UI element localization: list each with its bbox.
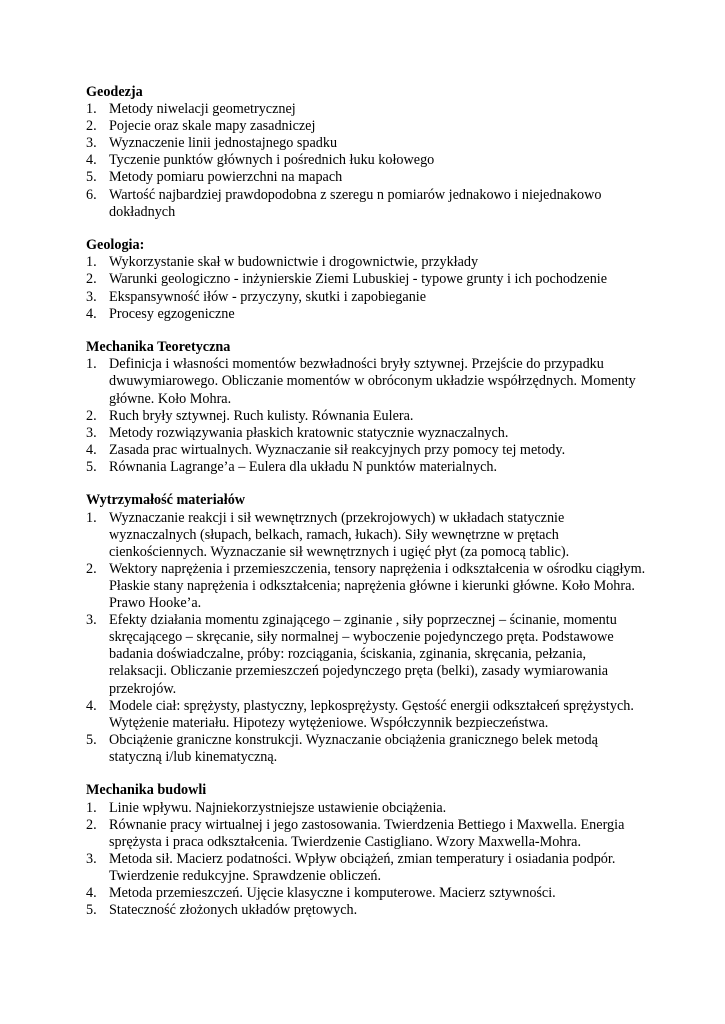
item-number: 4. [86,305,97,322]
list-item [86,612,646,697]
list-item [86,698,646,732]
item-text: Definicja i własności momentów bezwładności bryły sztywnej. Przejście do przypadku dwuwymiarowego. Obliczanie momentów w obróconym układzie współrzędnych. Momenty główne. Koło Mohra. [109,356,636,407]
list-item [86,135,646,152]
item-text: Wyznaczanie reakcji i sił wewnętrznych (przekrojowych) w układach statycznie wyznaczalnych (słupach, belkach, ramach, łukach). Siły wewnętrzne w prętach cienkościennych. Wyznaczanie sił wewnętrznych i ugięć płyt (za pomocą tablic). [109,509,570,560]
item-text: Metody niwelacji geometrycznej [109,101,296,118]
item-text: Metoda sił. Macierz podatności. Wpływ obciążeń, zmian temperatury i osiadania podpór. Twierdzenie redukcyjne. Sprawdzenie obliczeń. [109,850,616,884]
section-heading: Mechanika budowli [86,782,207,799]
topic-list [86,101,646,221]
item-text: Metody pomiaru powierzchni na mapach [109,169,343,186]
list-item [86,851,646,885]
item-number: 2. [86,407,97,424]
section-wytrzymalosc-materialow [86,492,646,766]
item-number: 4. [86,441,97,458]
topic-list [86,800,646,920]
item-number: 1. [86,101,97,118]
list-item [86,271,646,288]
section-heading: Geodezja [86,84,143,100]
list-item [86,254,646,271]
item-number: 3. [86,135,97,152]
item-number: 1. [86,254,97,271]
item-number: 6. [86,186,97,203]
list-item [86,800,646,817]
item-text: Metoda przemieszczeń. Ujęcie klasyczne i komputerowe. Macierz sztywności. [109,885,556,902]
item-text: Równania Lagrange’a – Eulera dla układu N punktów materialnych. [109,458,498,475]
list-item [86,442,646,459]
topic-list [86,254,646,322]
item-number: 2. [86,118,97,135]
item-text: Warunki geologiczno - inżynierskie Ziemi Lubuskiej - typowe grunty i ich pochodzenie [109,271,608,288]
item-number: 5. [86,458,97,475]
item-number: 2. [86,816,97,833]
section-mechanika-budowli [86,782,646,919]
section-heading: Mechanika Teoretyczna [86,339,231,356]
list-item [86,817,646,851]
item-text: Ruch bryły sztywnej. Ruch kulisty. Równania Eulera. [109,407,414,424]
section-geodezja [86,84,646,221]
list-item [86,306,646,323]
document-page [86,84,646,936]
item-text: Wykorzystanie skał w budownictwie i drogownictwie, przykłady [109,254,479,271]
list-item [86,561,646,612]
topic-list [86,356,646,476]
item-text: Obciążenie graniczne konstrukcji. Wyznaczanie obciążenia granicznego belek metodą statyczną i/lub kinematyczną. [109,731,598,765]
section-heading: Wytrzymałość materiałów [86,492,246,509]
item-text: Modele ciał: sprężysty, plastyczny, lepkosprężysty. Gęstość energii odkształceń sprężystych. Wytężenie materiału. Hipotezy wytężeniowe. Współczynnik bezpieczeństwa. [109,697,634,731]
list-item [86,408,646,425]
item-text: Stateczność złożonych układów prętowych. [109,902,358,919]
list-item [86,187,646,221]
item-text: Wektory naprężenia i przemieszczenia, tensory naprężenia i odkształcenia w ośrodku ciągłym. Płaskie stany naprężenia i odkształcenia; naprężenia główne i kierunki główne. Koło Mohra. Prawo Hooke’a. [109,560,646,612]
item-text: Pojecie oraz skale mapy zasadniczej [109,118,316,135]
item-text: Ekspansywność iłów - przyczyny, skutki i zapobieganie [109,288,427,305]
section-geologia [86,237,646,322]
item-text: Metody rozwiązywania płaskich kratownic statycznie wyznaczalnych. [109,424,509,441]
item-text: Wartość najbardziej prawdopodobna z szeregu n pomiarów jednakowo i niejednakowo dokładnych [109,186,602,220]
item-number: 4. [86,697,97,714]
item-text: Zasada prac wirtualnych. Wyznaczanie sił reakcyjnych przy pomocy tej metody. [109,441,566,458]
item-number: 1. [86,799,97,816]
item-number: 1. [86,356,97,373]
item-number: 1. [86,509,97,526]
list-item [86,356,646,407]
item-text: Równanie pracy wirtualnej i jego zastosowania. Twierdzenia Bettiego i Maxwella. Energia sprężysta i praca odkształcenia. Twierdzenie Castigliano. Wzory Maxwella-Mohra. [109,816,625,850]
item-number: 4. [86,152,97,169]
item-number: 3. [86,424,97,441]
item-number: 2. [86,271,97,288]
item-number: 5. [86,169,97,186]
list-item [86,902,646,919]
list-item [86,732,646,766]
list-item [86,152,646,169]
list-item [86,289,646,306]
item-number: 2. [86,560,97,577]
item-number: 5. [86,902,97,919]
item-text: Linie wpływu. Najniekorzystniejsze ustawienie obciążenia. [109,799,447,816]
item-number: 5. [86,731,97,748]
topic-list [86,510,646,766]
section-mechanika-teoretyczna [86,339,646,476]
list-item [86,425,646,442]
item-number: 3. [86,850,97,867]
section-heading: Geologia: [86,237,145,254]
item-number: 3. [86,288,97,305]
list-item [86,101,646,118]
list-item [86,510,646,561]
item-text: Wyznaczenie linii jednostajnego spadku [109,135,338,152]
list-item [86,459,646,476]
item-number: 3. [86,612,97,629]
list-item [86,885,646,902]
item-text: Efekty działania momentu zginającego – zginanie , siły poprzecznej – ścinanie, momentu skręcającego – skręcanie, siły normalnej – wyboczenie pojedynczego pręta. Podstawowe badania doświadczalne, próby: rozciągania, ściskania, zginania, skręcania, pełzania, relaksacji. Obliczanie przemieszczeń pojedynczego pręta (belki), zasady wymiarowania przekrojów. [109,612,617,697]
item-text: Procesy egzogeniczne [109,305,235,322]
list-item [86,169,646,186]
item-text: Tyczenie punktów głównych i pośrednich łuku kołowego [109,152,435,169]
item-number: 4. [86,885,97,902]
list-item [86,118,646,135]
